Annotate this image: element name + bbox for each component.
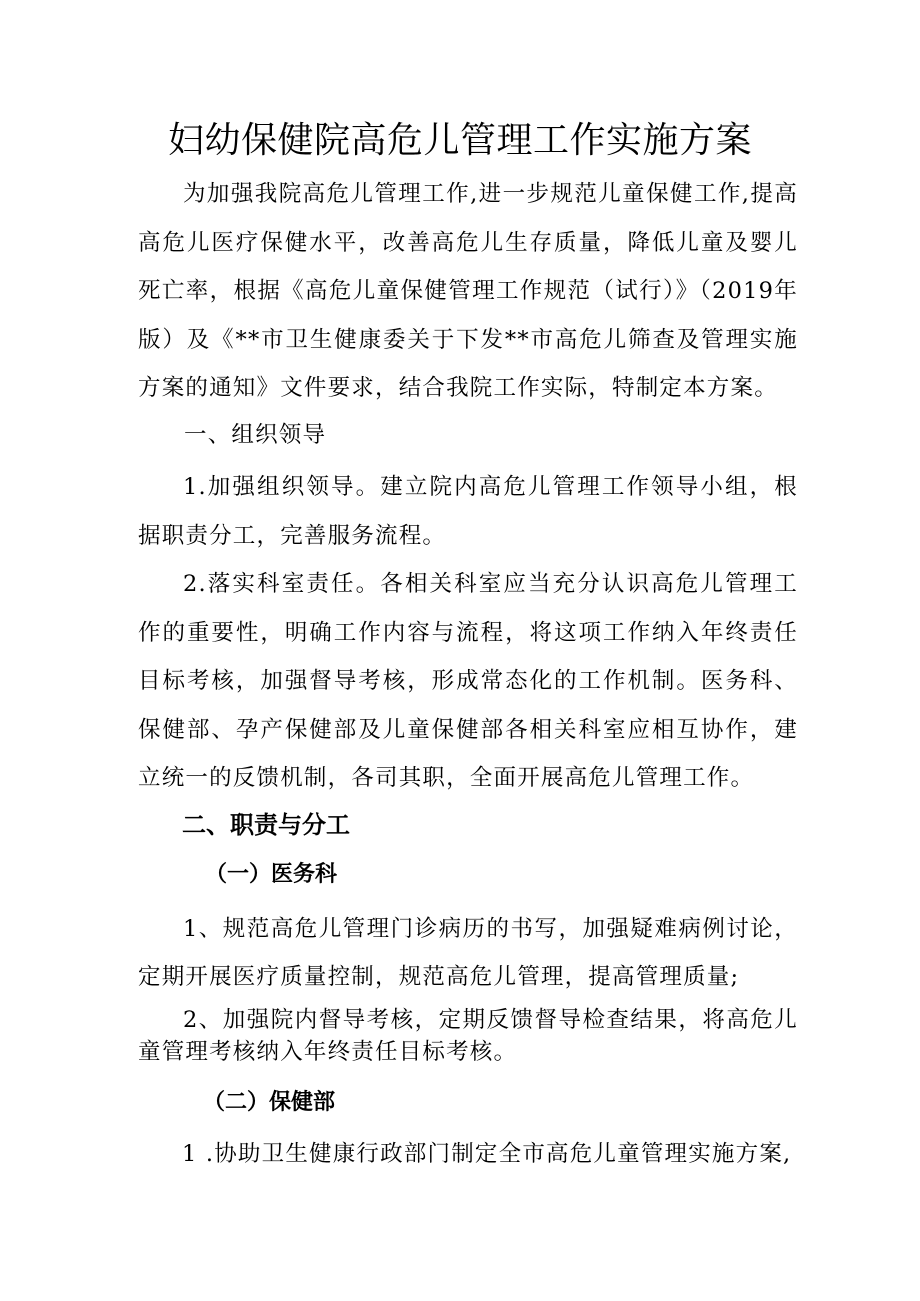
section2-sub1-heading: （一）医务科 (205, 862, 338, 887)
section1-item1: 1.加强组织领导。建立院内高危儿管理工作领导小组，根据职责分工，完善服务流程。 (138, 474, 798, 549)
section2-heading: 二、职责与分工 (182, 811, 350, 839)
document-title: 妇幼保健院高危儿管理工作实施方案 (167, 120, 752, 161)
section2-sub1-item1: 1、规范高危儿管理门诊病历的书写，加强疑难病例讨论，定期开展医疗质量控制，规范高危儿管理，提高管理质量; (138, 916, 798, 990)
section1-item2: 2.落实科室责任。各相关科室应当充分认识高危儿管理工作的重要性，明确工作内容与流程，将这项工作纳入年终责任目标考核，加强督导考核，形成常态化的工作机制。医务科、保健部、孕产保健部及儿童保健部各相关科室应相互协作，建立统一的反馈机制，各司其职，全面开展高危儿管理工作。 (138, 571, 798, 791)
section1-heading: 一、组织领导 (184, 422, 327, 448)
section2-sub1-item2: 2、加强院内督导考核，定期反馈督导检查结果，将高危儿童管理考核纳入年终责任目标考核。 (138, 1007, 798, 1065)
section2-sub2-item1: 1 .协助卫生健康行政部门制定全市高危儿童管理实施方案, (182, 1141, 792, 1167)
section2-sub2-heading: （二）保健部 (203, 1090, 336, 1115)
intro-paragraph: 为加强我院高危儿管理工作,进一步规范儿童保健工作,提高高危儿医疗保健水平，改善高危儿生存质量，降低儿童及婴儿死亡率，根据《高危儿童保健管理工作规范（试行）》（2019年版）及《**市卫生健康委关于下发**市高危儿筛查及管理实施方案的通知》文件要求，结合我院工作实际，特制定本方案。 (138, 181, 798, 401)
